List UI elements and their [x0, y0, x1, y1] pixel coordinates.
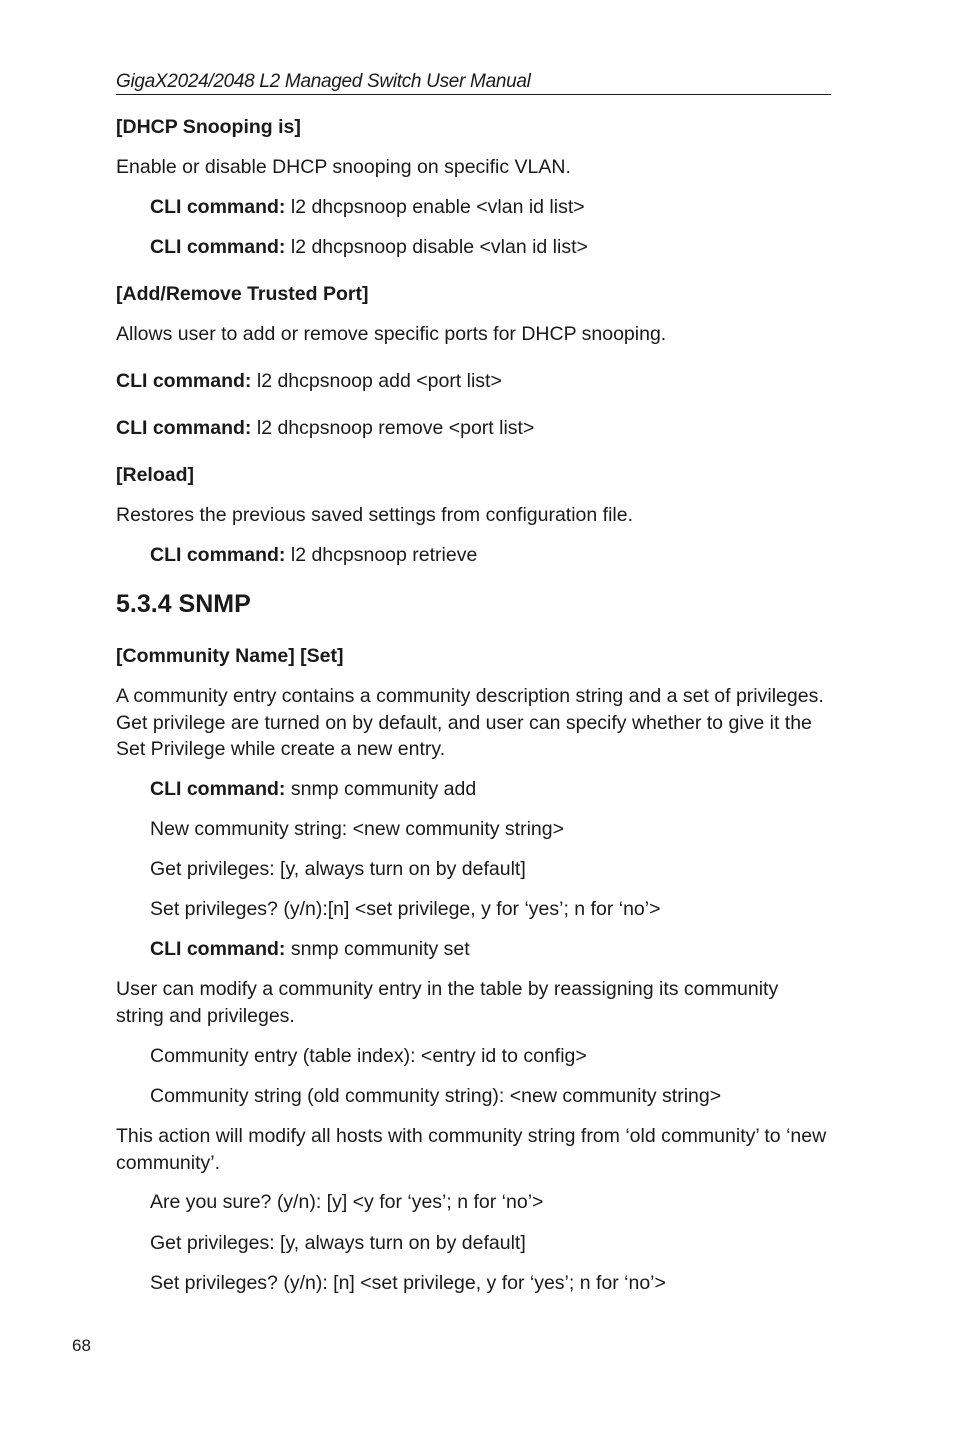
prompt-set-privileges-2: Set privileges? (y/n): [n] <set privilege, y for ‘yes’; n for ‘no’>	[150, 1272, 666, 1294]
cli-text: l2 dhcpsnoop add <port list>	[256, 370, 502, 392]
cli-text: l2 dhcpsnoop remove <port list>	[256, 417, 535, 439]
desc-dhcp-snooping: Enable or disable DHCP snooping on specific VLAN.	[116, 156, 571, 178]
prompt-new-community-string: New community string: <new community string>	[150, 818, 564, 840]
cli-dhcpsnoop-remove	[116, 415, 831, 442]
desc-trusted-port: Allows user to add or remove specific ports for DHCP snooping.	[116, 323, 667, 345]
heading-reload: [Reload]	[116, 464, 194, 486]
page-number: 68	[72, 1336, 91, 1355]
prompt-set-privileges: Set privileges? (y/n):[n] <set privilege, y for ‘yes’; n for ‘no’>	[150, 898, 661, 920]
prompt-are-you-sure: Are you sure? (y/n): [y] <y for ‘yes’; n for ‘no’>	[150, 1191, 544, 1213]
prompt-get-privileges-2: Get privileges: [y, always turn on by default]	[150, 1232, 526, 1254]
heading-dhcp-snooping: [DHCP Snooping is]	[116, 116, 301, 138]
cli-text: l2 dhcpsnoop disable <vlan id list>	[290, 236, 588, 258]
cli-text: snmp community set	[290, 938, 470, 960]
cli-text: snmp community add	[290, 778, 477, 800]
cli-dhcpsnoop-enable	[150, 194, 831, 221]
cli-label: CLI command:	[150, 938, 286, 960]
cli-snmp-community-set	[150, 936, 831, 963]
desc-community-set: User can modify a community entry in the table by reassigning its community string and privileges.	[116, 978, 779, 1027]
cli-text: l2 dhcpsnoop retrieve	[290, 544, 478, 566]
prompt-community-string: Community string (old community string): <new community string>	[150, 1085, 722, 1107]
cli-label: CLI command:	[116, 370, 252, 392]
cli-label: CLI command:	[116, 417, 252, 439]
section-title-snmp: 5.3.4 SNMP	[116, 590, 251, 618]
cli-dhcpsnoop-add	[116, 368, 831, 395]
desc-modify-hosts: This action will modify all hosts with community string from ‘old community’ to ‘new community’.	[116, 1125, 827, 1174]
prompt-community-entry: Community entry (table index): <entry id to config>	[150, 1045, 587, 1067]
desc-reload: Restores the previous saved settings from configuration file.	[116, 504, 634, 526]
cli-label: CLI command:	[150, 778, 286, 800]
heading-community-name: [Community Name] [Set]	[116, 645, 344, 667]
cli-dhcpsnoop-retrieve	[150, 542, 831, 569]
cli-label: CLI command:	[150, 544, 286, 566]
heading-trusted-port: [Add/Remove Trusted Port]	[116, 283, 369, 305]
cli-label: CLI command:	[150, 196, 286, 218]
cli-text: l2 dhcpsnoop enable <vlan id list>	[290, 196, 585, 218]
cli-snmp-community-add	[150, 776, 831, 803]
prompt-get-privileges: Get privileges: [y, always turn on by default]	[150, 858, 526, 880]
desc-community: A community entry contains a community description string and a set of privileges. Get privilege are turned on by default, and user can specify whether to give it the Set Privilege while create a new entry.	[116, 685, 824, 760]
cli-label: CLI command:	[150, 236, 286, 258]
cli-dhcpsnoop-disable	[150, 234, 831, 261]
running-header: GigaX2024/2048 L2 Managed Switch User Manual	[116, 70, 831, 95]
